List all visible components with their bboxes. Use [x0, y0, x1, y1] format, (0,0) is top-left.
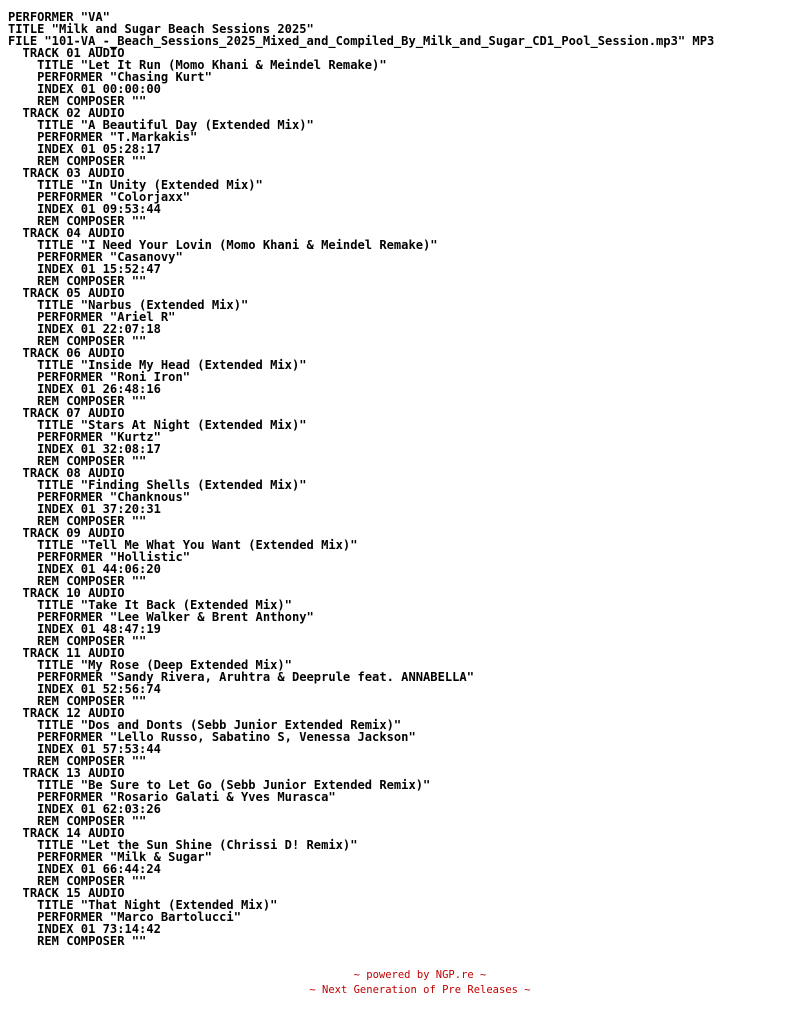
title-line: TITLE "That Night (Extended Mix)": [8, 898, 278, 912]
composer-line: REM COMPOSER "": [8, 514, 147, 528]
track-header: TRACK 01 AUDIO: [8, 46, 125, 60]
index-line: INDEX 01 00:00:00: [8, 82, 161, 96]
index-line: INDEX 01 48:47:19: [8, 622, 161, 636]
track-header: TRACK 04 AUDIO: [8, 226, 125, 240]
track-header: TRACK 09 AUDIO: [8, 526, 125, 540]
index-line: INDEX 01 26:48:16: [8, 382, 161, 396]
composer-line: REM COMPOSER "": [8, 814, 147, 828]
title-line: TITLE "Stars At Night (Extended Mix)": [8, 418, 307, 432]
composer-line: REM COMPOSER "": [8, 274, 147, 288]
track-header: TRACK 14 AUDIO: [8, 826, 125, 840]
performer-line: PERFORMER "Chasing Kurt": [8, 70, 212, 84]
composer-line: REM COMPOSER "": [8, 454, 147, 468]
title-line: TITLE "Finding Shells (Extended Mix)": [8, 478, 307, 492]
title-line: TITLE "My Rose (Deep Extended Mix)": [8, 658, 292, 672]
composer-line: REM COMPOSER "": [8, 574, 147, 588]
track-header: TRACK 12 AUDIO: [8, 706, 125, 720]
performer-line: PERFORMER "Lello Russo, Sabatino S, Venessa Jackson": [8, 730, 416, 744]
composer-line: REM COMPOSER "": [8, 694, 147, 708]
track-header: TRACK 07 AUDIO: [8, 406, 125, 420]
composer-line: REM COMPOSER "": [8, 394, 147, 408]
index-line: INDEX 01 32:08:17: [8, 442, 161, 456]
track-header: TRACK 08 AUDIO: [8, 466, 125, 480]
performer-line: PERFORMER "Sandy Rivera, Aruhtra & Deeprule feat. ANNABELLA": [8, 670, 474, 684]
performer-line: PERFORMER "Marco Bartolucci": [8, 910, 241, 924]
track-header: TRACK 11 AUDIO: [8, 646, 125, 660]
title-line: TITLE "Tell Me What You Want (Extended Mix)": [8, 538, 358, 552]
performer-line: PERFORMER "Chanknous": [8, 490, 191, 504]
performer-line: PERFORMER "Casanovy": [8, 250, 183, 264]
index-line: INDEX 01 62:03:26: [8, 802, 161, 816]
title-line: TITLE "Be Sure to Let Go (Sebb Junior Extended Remix)": [8, 778, 431, 792]
composer-line: REM COMPOSER "": [8, 334, 147, 348]
track-header: TRACK 10 AUDIO: [8, 586, 125, 600]
index-line: INDEX 01 73:14:42: [8, 922, 161, 936]
title-line: TITLE "Dos and Donts (Sebb Junior Extended Remix)": [8, 718, 402, 732]
track-header: TRACK 03 AUDIO: [8, 166, 125, 180]
title-line: TITLE "Let It Run (Momo Khani & Meindel Remake)": [8, 58, 387, 72]
performer-line: PERFORMER "VA": [8, 10, 110, 24]
composer-line: REM COMPOSER "": [8, 154, 147, 168]
title-line: TITLE "Take It Back (Extended Mix)": [8, 598, 292, 612]
footer: [0, 968, 792, 998]
performer-line: PERFORMER "Kurtz": [8, 430, 161, 444]
index-line: INDEX 01 09:53:44: [8, 202, 161, 216]
track-header: TRACK 02 AUDIO: [8, 106, 125, 120]
title-line: TITLE "A Beautiful Day (Extended Mix)": [8, 118, 314, 132]
file-line: FILE "101-VA_-_Beach_Sessions_2025_Mixed_and_Compiled_By_Milk_and_Sugar_CD1_Pool_Session.mp3" MP3: [8, 34, 715, 48]
composer-line: REM COMPOSER "": [8, 754, 147, 768]
performer-line: PERFORMER "Roni Iron": [8, 370, 191, 384]
performer-line: PERFORMER "Hollistic": [8, 550, 191, 564]
title-line: TITLE "Narbus (Extended Mix)": [8, 298, 249, 312]
title-line: TITLE "Milk and Sugar Beach Sessions 2025": [8, 22, 314, 36]
title-line: TITLE "Inside My Head (Extended Mix)": [8, 358, 307, 372]
index-line: INDEX 01 15:52:47: [8, 262, 161, 276]
performer-line: PERFORMER "Lee Walker & Brent Anthony": [8, 610, 314, 624]
composer-line: REM COMPOSER "": [8, 934, 147, 948]
track-header: TRACK 05 AUDIO: [8, 286, 125, 300]
performer-line: PERFORMER "Ariel R": [8, 310, 176, 324]
cue-sheet-text: [8, 11, 714, 947]
title-line: TITLE "Let the Sun Shine (Chrissi D! Remix)": [8, 838, 358, 852]
index-line: INDEX 01 57:53:44: [8, 742, 161, 756]
index-line: INDEX 01 05:28:17: [8, 142, 161, 156]
title-line: TITLE "In Unity (Extended Mix)": [8, 178, 263, 192]
footer-tagline: ~ Next Generation of Pre Releases ~: [309, 984, 531, 996]
composer-line: REM COMPOSER "": [8, 214, 147, 228]
index-line: INDEX 01 44:06:20: [8, 562, 161, 576]
track-header: TRACK 13 AUDIO: [8, 766, 125, 780]
performer-line: PERFORMER "Colorjaxx": [8, 190, 191, 204]
index-line: INDEX 01 22:07:18: [8, 322, 161, 336]
index-line: INDEX 01 52:56:74: [8, 682, 161, 696]
footer-powered-by: ~ powered by NGP.re ~: [353, 969, 487, 981]
composer-line: REM COMPOSER "": [8, 874, 147, 888]
performer-line: PERFORMER "Rosario Galati & Yves Murasca": [8, 790, 336, 804]
composer-line: REM COMPOSER "": [8, 94, 147, 108]
performer-line: PERFORMER "Milk & Sugar": [8, 850, 212, 864]
track-header: TRACK 15 AUDIO: [8, 886, 125, 900]
title-line: TITLE "I Need Your Lovin (Momo Khani & Meindel Remake)": [8, 238, 438, 252]
performer-line: PERFORMER "T.Markakis": [8, 130, 198, 144]
composer-line: REM COMPOSER "": [8, 634, 147, 648]
index-line: INDEX 01 37:20:31: [8, 502, 161, 516]
index-line: INDEX 01 66:44:24: [8, 862, 161, 876]
track-header: TRACK 06 AUDIO: [8, 346, 125, 360]
